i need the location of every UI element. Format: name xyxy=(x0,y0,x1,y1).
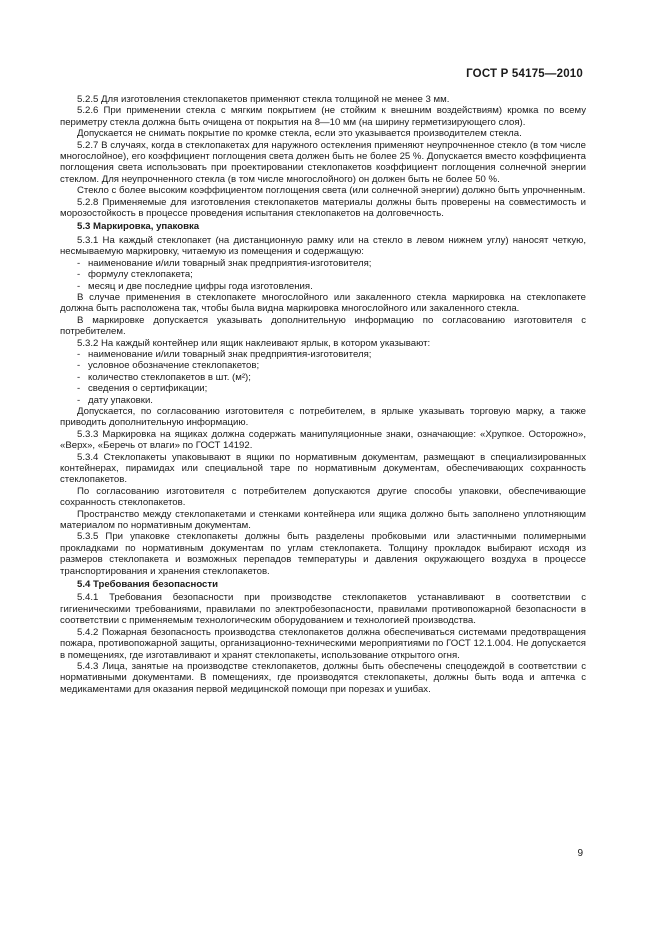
paragraph: 5.3.4 Стеклопакеты упаковывают в ящики по нормативным документам, размещают в специализированных контейнерах, пирамидах или специальной таре по нормативным документам, обеспечивающих сохранность стеклопакетов. xyxy=(60,451,586,486)
list-item-text: наименование и/или товарный знак предприятия-изготовителя; xyxy=(88,257,372,269)
paragraph: 5.4.3 Лица, занятые на производстве стеклопакетов, должны быть обеспечены спецодеждой в соответствии с нормативными документами. В помещениях, где производятся стеклопакеты, должны быть вода и аптечка с медикаментами для оказания первой медицинской помощи при порезах и ушибах. xyxy=(60,660,586,695)
list-item-text: дату упаковки. xyxy=(88,394,153,406)
list-item-text: месяц и две последние цифры года изготовления. xyxy=(88,280,313,292)
list-bullet: - xyxy=(77,269,81,281)
paragraph: Допускается, по согласованию изготовителя с потребителем, в ярлыке указывать торговую марку, а также приводить дополнительную информацию. xyxy=(60,405,586,429)
list-item xyxy=(60,281,586,292)
paragraph: 5.3.2 На каждый контейнер или ящик наклеивают ярлык, в котором указывают: xyxy=(77,337,431,349)
list-bullet: - xyxy=(77,280,81,292)
list-item xyxy=(60,258,586,269)
paragraph: 5.2.5 Для изготовления стеклопакетов применяют стекла толщиной не менее 3 мм. xyxy=(77,94,450,105)
paragraph: В маркировке допускается указывать дополнительную информацию по согласованию изготовителя с потребителем. xyxy=(60,314,586,338)
paragraph: 5.4.2 Пожарная безопасность производства стеклопакетов должна обеспечиваться системами предотвращения пожара, противопожарной защиты, организационно-техническими мероприятиями по ГОСТ 12.1.004. Не допускается в помещениях, где изготавливают и хранят стеклопакеты, использование открытого огня. xyxy=(60,626,586,661)
list-item-text: сведения о сертификации; xyxy=(88,383,208,395)
section-heading: 5.3 Маркировка, упаковка xyxy=(77,221,200,233)
list-bullet: - xyxy=(77,394,81,406)
paragraph: Допускается не снимать покрытие по кромке стекла, если это указывается производителем стекла. xyxy=(77,128,522,140)
list-item xyxy=(60,383,586,394)
section-heading: 5.4 Требования безопасности xyxy=(77,579,218,591)
list-bullet: - xyxy=(77,371,81,383)
list-item xyxy=(60,395,586,406)
list-bullet: - xyxy=(77,360,81,372)
paragraph: Пространство между стеклопакетами и стенками контейнера или ящика должно быть заполнено уплотняющим материалом по нормативным документам. xyxy=(60,508,586,532)
list-bullet: - xyxy=(77,257,81,269)
paragraph: 5.4.1 Требования безопасности при производстве стеклопакетов устанавливают в соответствии с гигиеническими требованиями, правилами по электробезопасности, правилами противопожарной безопасности в соответствии с применяемым технологическим оборудованием и технологией производства. xyxy=(60,592,586,627)
paragraph: 5.2.7 В случаях, когда в стеклопакетах для наружного остекления применяют неупрочненное стекло (в том числе многослойное), его коэффициент поглощения света должен быть не более 25 %. Допускается вместо коэффициента поглощения света использовать при проектировании стеклопакетов коэффициент поглощения солнечной энергии стеклом. Для неупрочненного стекла (в том числе многослойного) он должен быть не более 50 %. xyxy=(60,139,586,185)
paragraph: 5.3.5 При упаковке стеклопакеты должны быть разделены пробковыми или эластичными полимерными прокладками по нормативным документам по углам стеклопакета. Толщину прокладок выбирают исходя из размеров стеклопакета и возможных перепадов температуры и давления окружающего воздуха в процессе транспортирования и хранения стеклопакетов. xyxy=(60,531,586,577)
list-item xyxy=(60,372,586,383)
paragraph: 5.2.6 При применении стекла с мягким покрытием (не стойким к внешним воздействиям) кромка по всему периметру стекла должна быть очищена от покрытия на 8—10 мм (на ширину герметизирующего слоя). xyxy=(60,105,586,128)
list-item xyxy=(60,269,586,280)
document-header: ГОСТ Р 54175—2010 xyxy=(466,68,583,80)
paragraph: 5.2.8 Применяемые для изготовления стеклопакетов материалы должны быть проверены на совместимость и морозостойкость в процессе проведения испытания стеклопакетов на долговечность. xyxy=(60,196,586,220)
list-item xyxy=(60,360,586,371)
paragraph: 5.3.3 Маркировка на ящиках должна содержать манипуляционные знаки, означающие: «Хрупкое. Осторожно», «Верх», «Беречь от влаги» по ГОСТ 14192. xyxy=(60,428,586,452)
list-bullet: - xyxy=(77,348,81,360)
list-item-text: формулу стеклопакета; xyxy=(88,269,193,281)
paragraph: Стекло с более высоким коэффициентом поглощения света (или солнечной энергии) должно быть упрочненным. xyxy=(77,185,586,197)
list-item-text: наименование и/или товарный знак предприятия-изготовителя; xyxy=(88,348,372,360)
paragraph: В случае применения в стеклопакете многослойного или закаленного стекла маркировка на стеклопакете должна быть расположена так, чтобы была видна маркировка многослойного или закаленного стекла. xyxy=(60,291,586,315)
paragraph: По согласованию изготовителя с потребителем допускаются другие способы упаковки, обеспечивающие сохранность стеклопакетов. xyxy=(60,485,586,509)
page-number: 9 xyxy=(577,848,583,859)
document-body xyxy=(60,94,586,695)
list-item xyxy=(60,349,586,360)
list-bullet: - xyxy=(77,383,81,395)
list-item-text: условное обозначение стеклопакетов; xyxy=(88,360,260,372)
paragraph: 5.3.1 На каждый стеклопакет (на дистанционную рамку или на стекло в левом нижнем углу) наносят четкую, несмываемую маркировку, читаемую из помещения и содержащую: xyxy=(60,234,586,258)
list-item-text: количество стеклопакетов в шт. (м²); xyxy=(88,371,251,383)
